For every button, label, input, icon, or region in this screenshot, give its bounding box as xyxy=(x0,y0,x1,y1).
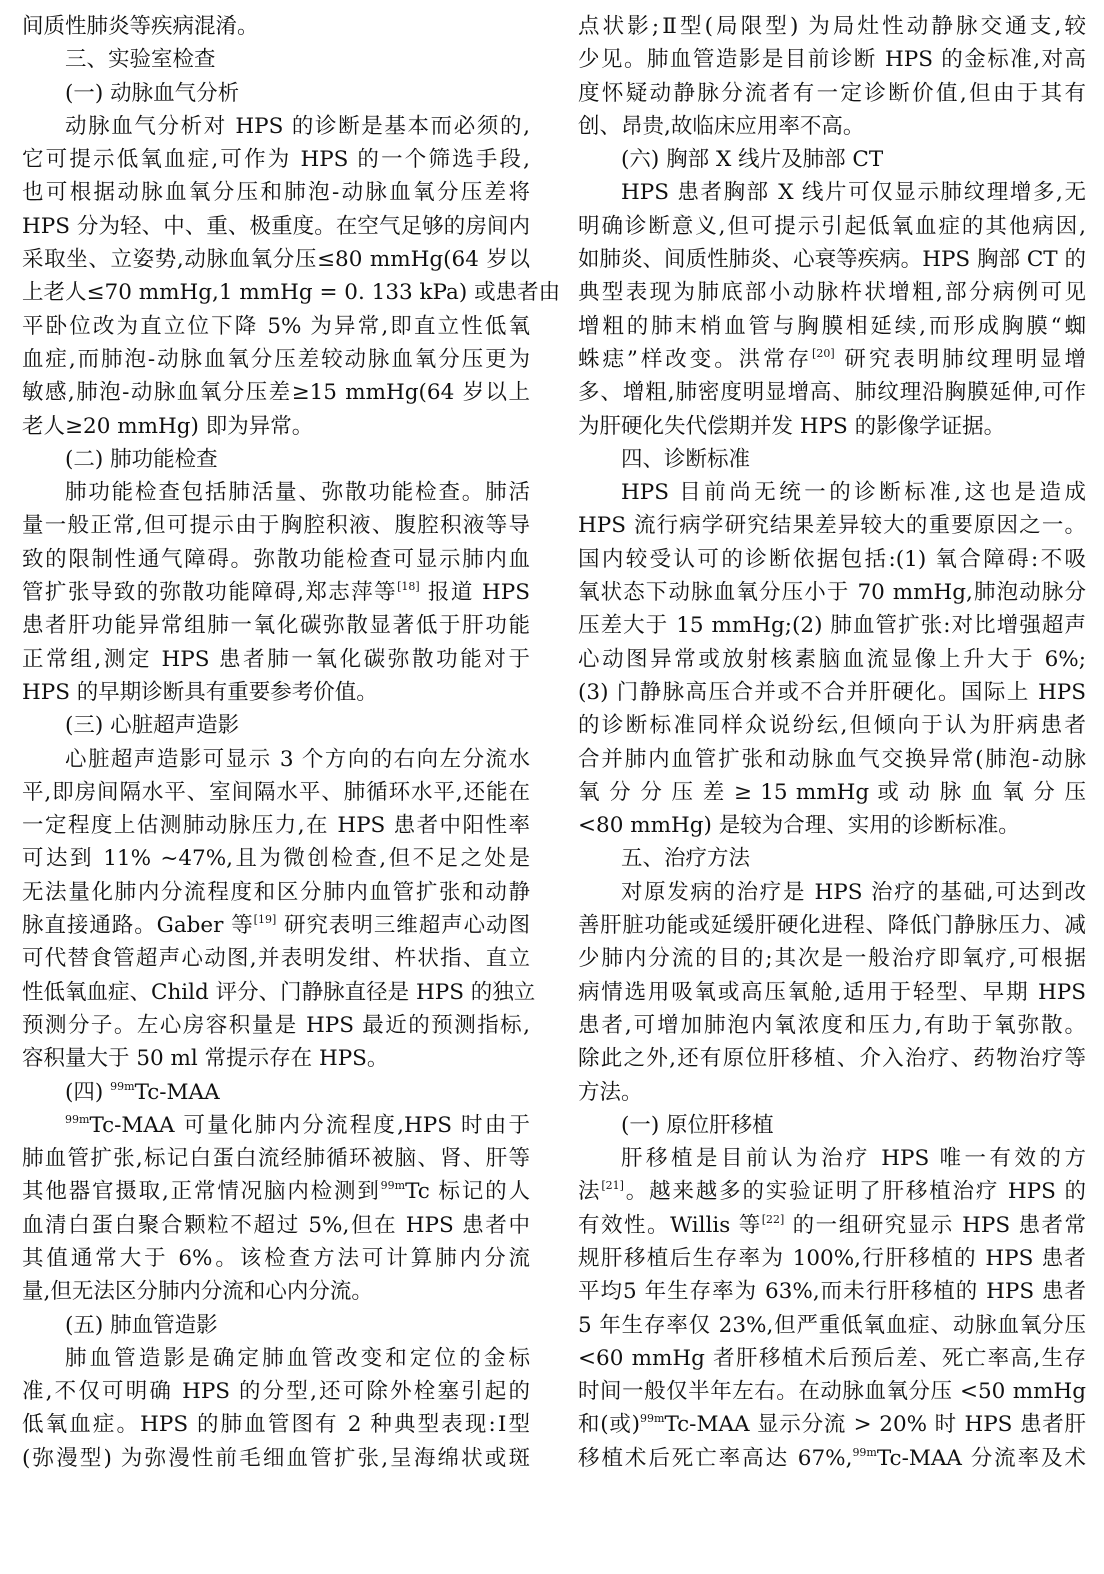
text-line xyxy=(578,1076,1086,1109)
text-line xyxy=(578,1442,1086,1475)
line-text: 敏感,肺泡-动脉血氧分压差≥15 mmHg(64 岁以上 xyxy=(22,380,530,406)
section-heading xyxy=(22,43,530,76)
line-text: 正常组,测定 HPS 患者肺一氧化碳弥散功能对于 xyxy=(22,646,530,672)
text-line xyxy=(22,842,530,875)
line-text: 准,不仅可明确 HPS 的分型,还可除外栓塞引起的 xyxy=(22,1379,530,1405)
line-text-continued: 报道 HPS xyxy=(419,580,530,606)
line-text: (3) 门静脉高压合并或不合并肝硬化。国际上 HPS xyxy=(578,679,1086,705)
line-text: 管扩张导致的弥散功能障碍,郑志萍等 xyxy=(22,580,398,606)
text-line xyxy=(578,743,1086,776)
text-line xyxy=(22,243,530,276)
text-line xyxy=(22,809,530,842)
text-line xyxy=(578,809,1086,842)
text-line xyxy=(22,743,530,776)
line-text: 善肝脏功能或延缓肝硬化进程、降低门静脉压力、减 xyxy=(578,913,1086,939)
line-text: 采取坐、立姿势,动脉血氧分压≤80 mmHg(64 岁以 xyxy=(22,247,530,273)
text-line xyxy=(578,1342,1086,1375)
text-line xyxy=(578,909,1086,942)
text-line xyxy=(578,643,1086,676)
line-text: 血清白蛋白聚合颗粒不超过 5%,但在 HPS 患者中 xyxy=(22,1212,530,1238)
line-text: 五、治疗方法 xyxy=(621,846,751,872)
line-text: 血症,而肺泡-动脉血氧分压差较动脉血氧分压更为 xyxy=(22,346,530,372)
superscript: 99m xyxy=(110,1079,135,1093)
line-text-continued: 研究表明肺纹理明显增 xyxy=(834,346,1086,372)
line-text: 氧 分 分 压 差 ≥ 15 mmHg 或 动 脉 血 氧 分 压 xyxy=(578,779,1086,805)
text-line xyxy=(22,876,530,909)
line-text: HPS 患者胸部 X 线片可仅显示肺纹理增多,无 xyxy=(621,180,1086,206)
text-line xyxy=(578,310,1086,343)
line-text: 压差大于 15 mmHg;(2) 肺血管扩张:对比增强超声 xyxy=(578,613,1086,639)
text-line xyxy=(22,909,530,942)
text-line xyxy=(22,509,530,542)
section-heading xyxy=(22,1076,530,1109)
text-line xyxy=(22,1275,530,1308)
section-heading xyxy=(578,1109,1086,1142)
line-text: (四) xyxy=(65,1079,111,1105)
text-line xyxy=(22,1009,530,1042)
text-line xyxy=(578,10,1086,43)
line-text: 增粗的肺末梢血管与胸膜相延续,而形成胸膜“蜘 xyxy=(578,313,1086,339)
text-line xyxy=(22,1342,530,1375)
text-line xyxy=(578,576,1086,609)
text-line xyxy=(578,176,1086,209)
line-text: 平卧位改为直立位下降 5% 为异常,即直立性低氧 xyxy=(22,313,530,339)
line-text: 无法量化肺内分流程度和区分肺内血管扩张和动静 xyxy=(22,879,530,905)
line-text-continued: Tc 标记的人 xyxy=(405,1179,530,1205)
line-text: 其值通常大于 6%。该检查方法可计算肺内分流 xyxy=(22,1245,530,1271)
text-line xyxy=(578,509,1086,542)
text-line xyxy=(578,210,1086,243)
text-line xyxy=(578,1275,1086,1308)
line-text: (二) 肺功能检查 xyxy=(65,446,218,472)
line-text: (弥漫型) 为弥漫性前毛细血管扩张,呈海绵状或斑 xyxy=(22,1445,530,1471)
section-heading xyxy=(578,143,1086,176)
line-text: 量,但无法区分肺内分流和心内分流。 xyxy=(22,1279,373,1305)
line-text: 移植术后死亡率高达 67%, xyxy=(578,1445,853,1471)
line-text: <60 mmHg 者肝移植术后预后差、死亡率高,生存 xyxy=(578,1345,1086,1371)
text-line xyxy=(578,1309,1086,1342)
line-text: 可代替食管超声心动图,并表明发绀、杵状指、直立 xyxy=(22,946,530,972)
text-line xyxy=(578,1242,1086,1275)
line-text: 蛛痣”样改变。洪常存 xyxy=(578,346,813,372)
line-text: 老人≥20 mmHg) 即为异常。 xyxy=(22,413,314,439)
text-line xyxy=(578,543,1086,576)
line-text: 除此之外,还有原位肝移植、介入治疗、药物治疗等 xyxy=(578,1046,1086,1072)
superscript: [22] xyxy=(761,1212,785,1226)
line-text: 心脏超声造影可显示 3 个方向的右向左分流水 xyxy=(65,746,530,772)
line-text: 三、实验室检查 xyxy=(65,47,216,73)
superscript: [19] xyxy=(253,913,277,927)
text-line xyxy=(22,276,561,309)
text-line xyxy=(22,1375,530,1408)
text-line xyxy=(22,110,530,143)
text-line xyxy=(22,676,530,709)
line-text: (五) 肺血管造影 xyxy=(65,1312,218,1338)
text-line xyxy=(22,543,530,576)
text-line xyxy=(578,110,1086,143)
line-text: <80 mmHg) 是较为合理、实用的诊断标准。 xyxy=(578,813,1020,839)
line-text: HPS 目前尚无统一的诊断标准,这也是造成 xyxy=(621,480,1086,506)
line-text: 预测分子。左心房容积量是 HPS 最近的预测指标, xyxy=(22,1012,530,1038)
text-line xyxy=(578,1175,1086,1208)
line-text-continued: 研究表明三维超声心动图 xyxy=(276,913,531,939)
line-text: 性低氧血症、Child 评分、门静脉直径是 HPS 的独立 xyxy=(22,979,536,1005)
line-text: 平均5 年生存率为 63%,而未行肝移植的 HPS 患者 xyxy=(578,1279,1086,1305)
superscript: 99m xyxy=(640,1412,665,1426)
line-text: (三) 心脏超声造影 xyxy=(65,713,240,739)
text-line xyxy=(578,77,1086,110)
superscript: [20] xyxy=(812,346,835,360)
line-text: 明确诊断意义,但可提示引起低氧血症的其他病因, xyxy=(578,213,1086,239)
text-line xyxy=(22,1242,530,1275)
text-line xyxy=(22,343,530,376)
right-column xyxy=(578,10,1086,1475)
left-column xyxy=(22,10,561,1475)
text-line xyxy=(578,609,1086,642)
line-text: 病情选用吸氧或高压氧舱,适用于轻型、早期 HPS xyxy=(578,979,1086,1005)
line-text: 肺血管扩张,标记白蛋白流经肺循环被脑、肾、肝等 xyxy=(22,1146,530,1172)
text-line xyxy=(578,942,1086,975)
line-text: 对原发病的治疗是 HPS 治疗的基础,可达到改 xyxy=(621,879,1086,905)
text-line xyxy=(578,376,1086,409)
line-text: 法 xyxy=(578,1179,602,1205)
text-line xyxy=(578,876,1086,909)
text-line xyxy=(578,476,1086,509)
text-line xyxy=(22,476,530,509)
text-line xyxy=(22,176,530,209)
text-line xyxy=(22,1442,530,1475)
section-heading xyxy=(22,1309,530,1342)
text-line xyxy=(22,143,530,176)
text-line xyxy=(22,1209,530,1242)
line-text: 方法。 xyxy=(578,1079,643,1105)
section-heading xyxy=(578,842,1086,875)
line-text: 一定程度上估测肺动脉压力,在 HPS 患者中阳性率 xyxy=(22,813,530,839)
text-line xyxy=(578,43,1086,76)
line-text: 时间一般仅半年左右。在动脉血氧分压 <50 mmHg xyxy=(578,1379,1086,1405)
line-text: 合并肺内血管扩张和动脉血气交换异常(肺泡-动脉 xyxy=(578,746,1086,772)
line-text: 间质性肺炎等疾病混淆。 xyxy=(22,14,259,39)
section-heading xyxy=(22,77,530,110)
line-text: 平,即房间隔水平、室间隔水平、肺循环水平,还能在 xyxy=(22,779,530,805)
line-text: 可达到 11% ~47%,且为微创检查,但不足之处是 xyxy=(22,846,530,872)
text-line xyxy=(22,643,530,676)
section-heading xyxy=(578,443,1086,476)
text-line xyxy=(578,676,1086,709)
line-text-continued: Tc-MAA 可量化肺内分流程度,HPS 时由于 xyxy=(89,1112,530,1138)
line-text: 也可根据动脉血氧分压和肺泡-动脉血氧分压差将 xyxy=(22,180,530,206)
line-text: (六) 胸部 X 线片及肺部 CT xyxy=(621,147,884,173)
text-line xyxy=(22,376,530,409)
text-line xyxy=(22,310,530,343)
text-line xyxy=(578,1408,1086,1441)
line-text: 肺血管造影是确定肺血管改变和定位的金标 xyxy=(65,1345,530,1371)
text-line xyxy=(578,243,1086,276)
line-text: 它可提示低氧血症,可作为 HPS 的一个筛选手段, xyxy=(22,147,530,173)
line-text: HPS 的早期诊断具有重要参考价值。 xyxy=(22,679,378,705)
line-text: (一) 原位肝移植 xyxy=(621,1112,774,1138)
line-text: (一) 动脉血气分析 xyxy=(65,80,240,106)
text-line xyxy=(22,410,530,443)
line-text: 低氧血症。HPS 的肺血管图有 2 种典型表现:Ⅰ型 xyxy=(22,1412,530,1438)
text-line xyxy=(578,1209,1086,1242)
line-text: 有效性。Willis 等 xyxy=(578,1212,762,1238)
line-text: 脉直接通路。Gaber 等 xyxy=(22,913,254,939)
section-heading xyxy=(22,443,530,476)
text-line xyxy=(578,776,1086,809)
line-text: 度怀疑动静脉分流者有一定诊断价值,但由于其有 xyxy=(578,80,1086,106)
line-text: 为肝硬化失代偿期并发 HPS 的影像学证据。 xyxy=(578,413,1006,439)
line-text-continued: 的一组研究显示 HPS 患者常 xyxy=(784,1212,1087,1238)
text-line xyxy=(22,1109,530,1142)
line-text: 患者,可增加肺泡内氧浓度和压力,有助于氧弥散。 xyxy=(578,1012,1086,1038)
superscript: [18] xyxy=(397,580,420,594)
line-text: 典型表现为肺底部小动脉杵状增粗,部分病例可见 xyxy=(578,280,1086,306)
superscript: 99m xyxy=(65,1112,90,1126)
line-text: 容积量大于 50 ml 常提示存在 HPS。 xyxy=(22,1046,389,1072)
line-text: 5 年生存率仅 23%,但严重低氧血症、动脉血氧分压 xyxy=(578,1312,1086,1338)
line-text: HPS 流行病学研究结果差异较大的重要原因之一。 xyxy=(578,513,1086,539)
line-text: 患者肝功能异常组肺一氧化碳弥散显著低于肝功能 xyxy=(22,613,530,639)
line-text: 和(或) xyxy=(578,1412,641,1438)
line-text: 肝移植是目前认为治疗 HPS 唯一有效的方 xyxy=(621,1146,1086,1172)
text-line xyxy=(578,976,1086,1009)
text-line xyxy=(578,343,1086,376)
line-text: 多、增粗,肺密度明显增高、肺纹理沿胸膜延伸,可作 xyxy=(578,380,1086,406)
text-line xyxy=(22,1408,530,1441)
line-text-continued: Tc-MAA xyxy=(134,1079,220,1105)
line-text: 少肺内分流的目的;其次是一般治疗即氧疗,可根据 xyxy=(578,946,1086,972)
text-line xyxy=(578,1009,1086,1042)
text-line xyxy=(22,942,530,975)
line-text: 创、昂贵,故临床应用率不高。 xyxy=(578,113,865,139)
text-line xyxy=(22,10,530,43)
line-text-continued: Tc-MAA 显示分流 > 20% 时 HPS 患者肝 xyxy=(664,1412,1086,1438)
text-line xyxy=(22,776,530,809)
line-text: 致的限制性通气障碍。弥散功能检查可显示肺内血 xyxy=(22,546,530,572)
superscript: 99m xyxy=(852,1445,877,1459)
text-line xyxy=(22,576,530,609)
line-text-continued: Tc-MAA 分流率及术 xyxy=(876,1445,1086,1471)
line-text: 氧状态下动脉血氧分压小于 70 mmHg,肺泡动脉分 xyxy=(578,580,1086,606)
text-line xyxy=(22,1175,530,1208)
text-line xyxy=(22,1042,530,1075)
line-text-continued: 。越来越多的实验证明了肝移植治疗 HPS 的 xyxy=(623,1179,1086,1205)
line-text: 点状影;Ⅱ型(局限型) 为局灶性动静脉交通支,较 xyxy=(578,14,1086,39)
text-line xyxy=(22,210,530,243)
text-line xyxy=(578,709,1086,742)
superscript: [21] xyxy=(601,1179,624,1193)
line-text: 国内较受认可的诊断依据包括:(1) 氧合障碍:不吸 xyxy=(578,546,1086,572)
line-text: 其他器官摄取,正常情况脑内检测到 xyxy=(22,1179,381,1205)
superscript: 99m xyxy=(380,1179,406,1193)
text-line xyxy=(22,609,530,642)
line-text: HPS 分为轻、中、重、极重度。在空气足够的房间内 xyxy=(22,213,530,239)
line-text: 动脉血气分析对 HPS 的诊断是基本而必须的, xyxy=(65,113,530,139)
text-line xyxy=(22,1142,530,1175)
line-text: 少见。肺血管造影是目前诊断 HPS 的金标准,对高 xyxy=(578,47,1086,73)
text-line xyxy=(22,976,536,1009)
line-text: 肺功能检查包括肺活量、弥散功能检查。肺活 xyxy=(65,480,530,506)
text-line xyxy=(578,1142,1086,1175)
line-text: 如肺炎、间质性肺炎、心衰等疾病。HPS 胸部 CT 的 xyxy=(578,247,1086,273)
line-text: 的诊断标准同样众说纷纭,但倾向于认为肝病患者 xyxy=(578,713,1086,739)
text-line xyxy=(578,276,1086,309)
section-heading xyxy=(22,709,530,742)
line-text: 量一般正常,但可提示由于胸腔积液、腹腔积液等导 xyxy=(22,513,530,539)
line-text: 规肝移植后生存率为 100%,行肝移植的 HPS 患者 xyxy=(578,1245,1086,1271)
text-line xyxy=(578,1375,1086,1408)
line-text: 上老人≤70 mmHg,1 mmHg = 0. 133 kPa) 或患者由 xyxy=(22,280,561,306)
text-line xyxy=(578,410,1086,443)
text-line xyxy=(578,1042,1086,1075)
line-text: 四、诊断标准 xyxy=(621,446,751,472)
line-text: 心动图异常或放射核素脑血流显像上升大于 6%; xyxy=(578,646,1086,672)
